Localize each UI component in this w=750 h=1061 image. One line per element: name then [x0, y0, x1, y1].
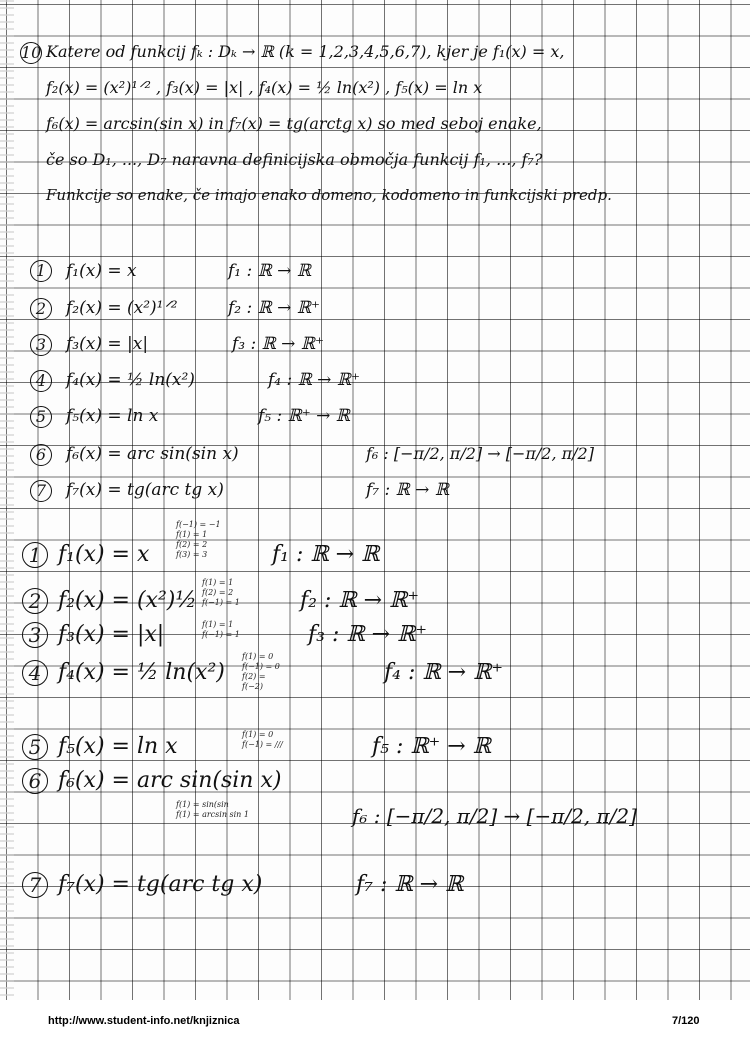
list2-number: 7: [22, 872, 48, 898]
list2-formula: f₃(x) = |x|: [58, 622, 165, 647]
list1-number: 6: [30, 444, 52, 466]
binding-edge: [0, 0, 14, 1061]
list2-notes: f(1) = 1 f(−1) = 1: [202, 620, 240, 639]
list1-formula: f₇(x) = tg(arc tg x): [66, 480, 224, 500]
list2-notes: f(1) = 0 f(−1) = ///: [242, 730, 283, 749]
list1-number: 3: [30, 334, 52, 356]
list1-formula: f₂(x) = (x²)¹ᐟ²: [66, 298, 178, 318]
problem-line-1: Katere od funkcij fₖ : Dₖ → ℝ (k = 1,2,3,4,5,6,7), kjer je f₁(x) = x,: [46, 42, 565, 61]
list2-mapping: f₇ : ℝ → ℝ: [356, 872, 464, 897]
list1-mapping: f₇ : ℝ → ℝ: [366, 480, 449, 500]
list1-mapping: f₄ : ℝ → ℝ⁺: [268, 370, 360, 390]
list1-formula: f₅(x) = ln x: [66, 406, 159, 426]
list2-number: 2: [22, 588, 48, 614]
list1-number: 5: [30, 406, 52, 428]
list1-mapping: f₅ : ℝ⁺ → ℝ: [258, 406, 350, 426]
list2-number: 5: [22, 734, 48, 760]
list2-number: 1: [22, 542, 48, 568]
list1-number: 7: [30, 480, 52, 502]
problem-line-5: Funkcije so enake, če imajo enako domeno, kodomeno in funkcijski predp.: [46, 186, 612, 204]
list2-notes: f(1) = 1 f(2) = 2 f(−1) = 1: [202, 578, 240, 607]
list1-number: 2: [30, 298, 52, 320]
list1-mapping: f₆ : [−π/2, π/2] → [−π/2, π/2]: [366, 444, 594, 463]
list2-mapping: f₂ : ℝ → ℝ⁺: [300, 588, 419, 613]
list2-formula: f₄(x) = ½ ln(x²): [58, 660, 225, 685]
list2-formula: f₆(x) = arc sin(sin x): [58, 768, 282, 793]
list2-formula: f₅(x) = ln x: [58, 734, 178, 759]
list2-number: 4: [22, 660, 48, 686]
list1-mapping: f₃ : ℝ → ℝ⁺: [232, 334, 324, 354]
list2-mapping: f₃ : ℝ → ℝ⁺: [308, 622, 427, 647]
footer-band: [0, 1000, 750, 1061]
list2-mapping: f₁ : ℝ → ℝ: [272, 542, 380, 567]
list1-mapping: f₁ : ℝ → ℝ: [228, 261, 311, 281]
list1-formula: f₆(x) = arc sin(sin x): [66, 444, 239, 464]
list1-mapping: f₂ : ℝ → ℝ⁺: [228, 298, 320, 318]
list2-formula: f₁(x) = x: [58, 542, 150, 567]
problem-line-4: če so D₁, ..., D₇ naravna definicijska območja funkcij f₁, ..., f₇?: [46, 150, 543, 169]
list2-notes: f(−1) = −1 f(1) = 1 f(2) = 2 f(3) = 3: [176, 520, 221, 559]
list2-number: 6: [22, 768, 48, 794]
problem-line-3: f₆(x) = arcsin(sin x) in f₇(x) = tg(arctg x) so med seboj enake,: [46, 114, 542, 133]
list1-formula: f₁(x) = x: [66, 261, 137, 281]
problem-line-2: f₂(x) = (x²)¹ᐟ² , f₃(x) = |x| , f₄(x) = ½ ln(x²) , f₅(x) = ln x: [46, 78, 483, 97]
list2-formula: f₂(x) = (x²)½: [58, 588, 197, 613]
list2-mapping: f₄ : ℝ → ℝ⁺: [384, 660, 503, 685]
list2-mapping: f₅ : ℝ⁺ → ℝ: [372, 734, 491, 759]
list2-mapping: f₆ : [−π/2, π/2] → [−π/2, π/2]: [352, 804, 637, 828]
list1-formula: f₄(x) = ½ ln(x²): [66, 370, 195, 390]
footer-url: http://www.student-info.net/knjiznica: [48, 1015, 240, 1027]
list2-notes: f(1) = 0 f(−1) = 0 f(2) = f(−2): [242, 652, 280, 691]
problem-number: 10: [21, 43, 42, 62]
list1-number: 1: [30, 260, 52, 282]
page-number: 7/120: [672, 1015, 700, 1027]
list2-notes: f(1) = sin(sin f(1) = arcsin sin 1: [176, 800, 249, 819]
list1-formula: f₃(x) = |x|: [66, 334, 149, 354]
list2-number: 3: [22, 622, 48, 648]
list2-formula: f₇(x) = tg(arc tg x): [58, 872, 263, 897]
list1-number: 4: [30, 370, 52, 392]
